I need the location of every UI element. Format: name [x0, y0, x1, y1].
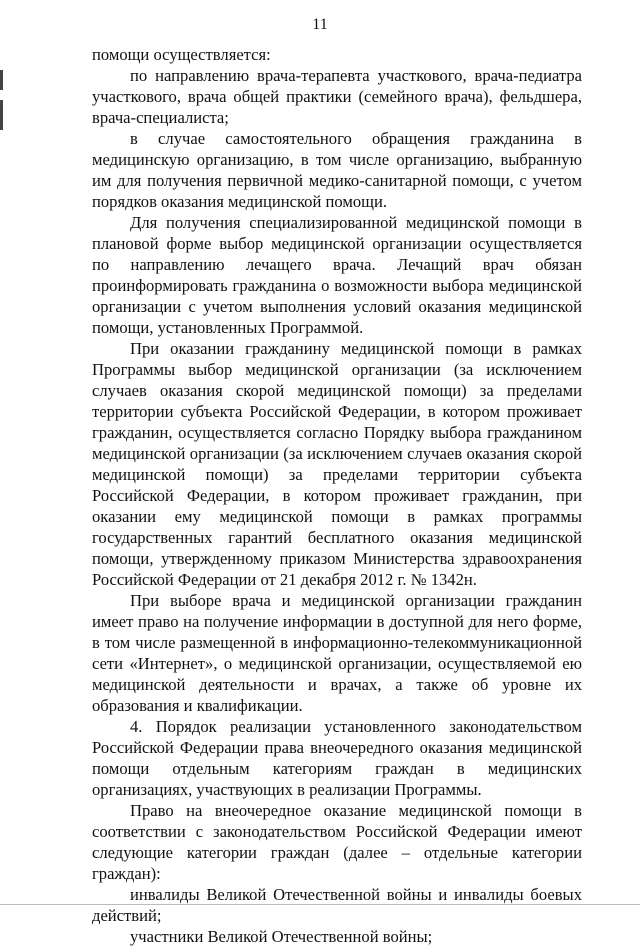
scan-edge-mark — [0, 100, 3, 130]
paragraph: 4. Порядок реализации установленного законодательством Российской Федерации права внеочередного оказания медицинской помощи отдельным категориям граждан в медицинских организациях, участвующих в реализации Программы. — [92, 717, 582, 799]
paragraph: При оказании гражданину медицинской помощи в рамках Программы выбор медицинской организации (за исключением случаев оказания скорой медицинской помощи) за пределами территории субъекта Российской Федерации, в котором проживает гражданин, осуществляется согласно Порядку выбора гражданином медицинской организации (за исключением случаев оказания скорой медицинской помощи) за пределами территории субъекта Российской Федерации, в котором проживает гражданин, при оказании ему медицинской помощи в рамках программы государственных гарантий бесплатного оказания медицинской помощи, утвержденному приказом Министерства здравоохранения Российской Федерации от 21 декабря 2012 г. № 1342н. — [92, 339, 582, 589]
paragraph: по направлению врача-терапевта участкового, врача-педиатра участкового, врача общей практики (семейного врача), фельдшера, врача-специалиста; — [92, 66, 582, 127]
paragraph: Право на внеочередное оказание медицинской помощи в соответствии с законодательством Российской Федерации имеют следующие категории граждан (далее – отдельные категории граждан): — [92, 801, 582, 883]
paragraph: помощи осуществляется: — [92, 45, 271, 64]
paragraph: в случае самостоятельного обращения гражданина в медицинскую организацию, в том числе организацию, выбранную им для получения первичной медико-санитарной помощи, с учетом порядков оказания медицинской помощи. — [92, 129, 582, 211]
document-body — [92, 44, 582, 947]
paragraph: Для получения специализированной медицинской помощи в плановой форме выбор медицинской организации осуществляется по направлению лечащего врача. Лечащий врач обязан проинформировать гражданина о возможности выбора медицинской организации с учетом выполнения условий оказания медицинской помощи, установленных Программой. — [92, 213, 582, 337]
page-number: 11 — [312, 16, 328, 33]
scan-edge-mark — [0, 70, 3, 90]
paragraph: При выборе врача и медицинской организации гражданин имеет право на получение информации в доступной для него форме, в том числе размещенной в информационно-телекоммуникационной сети «Интернет», о медицинской организации, осуществляемой ею медицинской деятельности и врачах, а также об уровне их образования и квалификации. — [92, 591, 582, 715]
paragraph: участники Великой Отечественной войны; — [130, 927, 433, 946]
paragraph: инвалиды Великой Отечественной войны и инвалиды боевых действий; — [92, 885, 582, 925]
